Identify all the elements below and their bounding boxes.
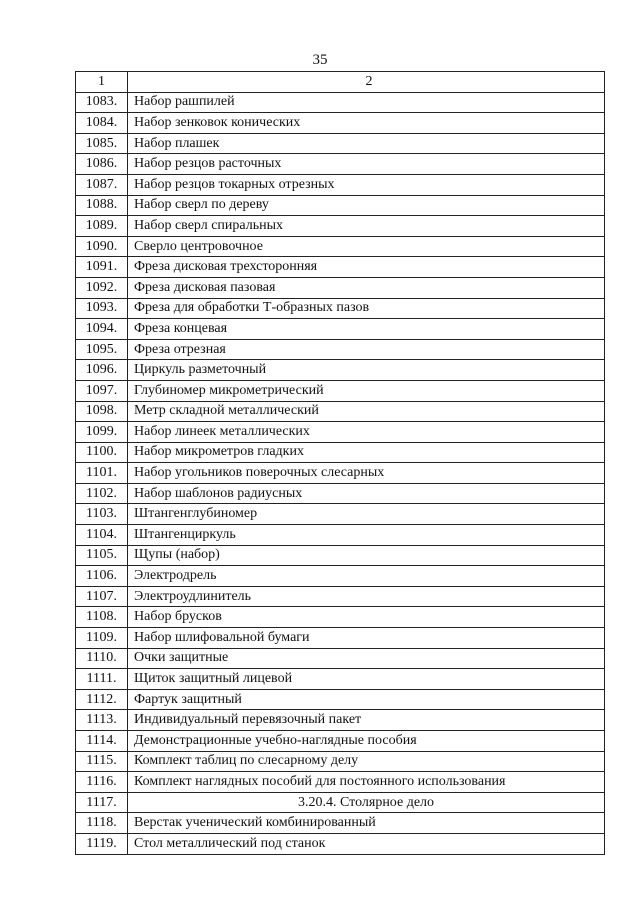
table-row bbox=[76, 195, 605, 216]
item-name-cell: Глубиномер микрометрический bbox=[128, 380, 605, 401]
item-name-cell: Демонстрационные учебно-наглядные пособия bbox=[128, 731, 605, 752]
header-cell-name: 2 bbox=[128, 72, 605, 93]
row-number-cell: 1084. bbox=[76, 113, 128, 134]
row-number-cell: 1109. bbox=[76, 628, 128, 649]
table-row bbox=[76, 401, 605, 422]
row-number-cell: 1107. bbox=[76, 586, 128, 607]
item-name-cell: Стол металлический под станок bbox=[128, 833, 605, 854]
table-row bbox=[76, 463, 605, 484]
table-row bbox=[76, 133, 605, 154]
row-number-cell: 1111. bbox=[76, 669, 128, 690]
row-number-cell: 1083. bbox=[76, 92, 128, 113]
row-number-cell: 1100. bbox=[76, 442, 128, 463]
item-name-cell: Электродрель bbox=[128, 566, 605, 587]
row-number-cell: 1118. bbox=[76, 813, 128, 834]
item-name-cell: Фреза для обработки Т-образных пазов bbox=[128, 298, 605, 319]
table-row bbox=[76, 751, 605, 772]
item-name-cell: Комплект наглядных пособий для постоянного использования bbox=[128, 772, 605, 793]
table-row bbox=[76, 113, 605, 134]
row-number-cell: 1117. bbox=[76, 792, 128, 813]
row-number-cell: 1105. bbox=[76, 545, 128, 566]
row-number-cell: 1092. bbox=[76, 277, 128, 298]
table-row bbox=[76, 813, 605, 834]
table-row bbox=[76, 483, 605, 504]
table-row bbox=[76, 669, 605, 690]
row-number-cell: 1099. bbox=[76, 422, 128, 443]
table-row bbox=[76, 504, 605, 525]
row-number-cell: 1112. bbox=[76, 689, 128, 710]
row-number-cell: 1094. bbox=[76, 319, 128, 340]
item-name-cell: Индивидуальный перевязочный пакет bbox=[128, 710, 605, 731]
row-number-cell: 1096. bbox=[76, 360, 128, 381]
table-row bbox=[76, 731, 605, 752]
table-row bbox=[76, 319, 605, 340]
item-name-cell: Набор рашпилей bbox=[128, 92, 605, 113]
section-title-cell: 3.20.4. Столярное дело bbox=[128, 792, 605, 813]
item-name-cell: Фреза дисковая пазовая bbox=[128, 277, 605, 298]
item-name-cell: Щупы (набор) bbox=[128, 545, 605, 566]
item-name-cell: Штангенглубиномер bbox=[128, 504, 605, 525]
table-row bbox=[76, 833, 605, 854]
row-number-cell: 1091. bbox=[76, 257, 128, 278]
table-row bbox=[76, 257, 605, 278]
item-name-cell: Очки защитные bbox=[128, 648, 605, 669]
item-name-cell: Фреза концевая bbox=[128, 319, 605, 340]
item-name-cell: Фреза отрезная bbox=[128, 339, 605, 360]
table-row bbox=[76, 710, 605, 731]
row-number-cell: 1093. bbox=[76, 298, 128, 319]
row-number-cell: 1115. bbox=[76, 751, 128, 772]
item-name-cell: Фреза дисковая трехсторонняя bbox=[128, 257, 605, 278]
item-name-cell: Циркуль разметочный bbox=[128, 360, 605, 381]
table-row bbox=[76, 607, 605, 628]
item-name-cell: Набор плашек bbox=[128, 133, 605, 154]
item-name-cell: Комплект таблиц по слесарному делу bbox=[128, 751, 605, 772]
row-number-cell: 1116. bbox=[76, 772, 128, 793]
item-name-cell: Набор шаблонов радиусных bbox=[128, 483, 605, 504]
table-row bbox=[76, 525, 605, 546]
table-row bbox=[76, 154, 605, 175]
item-name-cell: Набор микрометров гладких bbox=[128, 442, 605, 463]
row-number-cell: 1104. bbox=[76, 525, 128, 546]
item-name-cell: Набор шлифовальной бумаги bbox=[128, 628, 605, 649]
row-number-cell: 1095. bbox=[76, 339, 128, 360]
table-body bbox=[76, 72, 605, 855]
table-row bbox=[76, 422, 605, 443]
table-row bbox=[76, 442, 605, 463]
item-name-cell: Набор сверл спиральных bbox=[128, 216, 605, 237]
table-header-row bbox=[76, 72, 605, 93]
row-number-cell: 1090. bbox=[76, 236, 128, 257]
item-name-cell: Сверло центровочное bbox=[128, 236, 605, 257]
item-name-cell: Набор зенковок конических bbox=[128, 113, 605, 134]
table-row bbox=[76, 92, 605, 113]
item-name-cell: Электроудлинитель bbox=[128, 586, 605, 607]
table-row bbox=[76, 586, 605, 607]
row-number-cell: 1108. bbox=[76, 607, 128, 628]
page-number: 35 bbox=[312, 52, 328, 68]
item-name-cell: Набор линеек металлических bbox=[128, 422, 605, 443]
table-row bbox=[76, 380, 605, 401]
equipment-table bbox=[75, 71, 605, 855]
item-name-cell: Набор сверл по дереву bbox=[128, 195, 605, 216]
row-number-cell: 1106. bbox=[76, 566, 128, 587]
row-number-cell: 1089. bbox=[76, 216, 128, 237]
item-name-cell: Набор угольников поверочных слесарных bbox=[128, 463, 605, 484]
row-number-cell: 1103. bbox=[76, 504, 128, 525]
table-row bbox=[76, 236, 605, 257]
section-row bbox=[76, 792, 605, 813]
item-name-cell: Набор брусков bbox=[128, 607, 605, 628]
item-name-cell: Штангенциркуль bbox=[128, 525, 605, 546]
row-number-cell: 1119. bbox=[76, 833, 128, 854]
table-row bbox=[76, 298, 605, 319]
header-cell-number: 1 bbox=[76, 72, 128, 93]
row-number-cell: 1102. bbox=[76, 483, 128, 504]
row-number-cell: 1098. bbox=[76, 401, 128, 422]
item-name-cell: Набор резцов токарных отрезных bbox=[128, 174, 605, 195]
table-row bbox=[76, 216, 605, 237]
table-row bbox=[76, 566, 605, 587]
table-row bbox=[76, 174, 605, 195]
item-name-cell: Фартук защитный bbox=[128, 689, 605, 710]
item-name-cell: Верстак ученический комбинированный bbox=[128, 813, 605, 834]
item-name-cell: Метр складной металлический bbox=[128, 401, 605, 422]
row-number-cell: 1113. bbox=[76, 710, 128, 731]
row-number-cell: 1088. bbox=[76, 195, 128, 216]
row-number-cell: 1114. bbox=[76, 731, 128, 752]
row-number-cell: 1110. bbox=[76, 648, 128, 669]
row-number-cell: 1086. bbox=[76, 154, 128, 175]
table-row bbox=[76, 545, 605, 566]
row-number-cell: 1097. bbox=[76, 380, 128, 401]
table-row bbox=[76, 339, 605, 360]
item-name-cell: Щиток защитный лицевой bbox=[128, 669, 605, 690]
row-number-cell: 1101. bbox=[76, 463, 128, 484]
table-row bbox=[76, 648, 605, 669]
row-number-cell: 1085. bbox=[76, 133, 128, 154]
table-row bbox=[76, 360, 605, 381]
table-row bbox=[76, 772, 605, 793]
table-row bbox=[76, 277, 605, 298]
table-row bbox=[76, 689, 605, 710]
row-number-cell: 1087. bbox=[76, 174, 128, 195]
item-name-cell: Набор резцов расточных bbox=[128, 154, 605, 175]
table-row bbox=[76, 628, 605, 649]
